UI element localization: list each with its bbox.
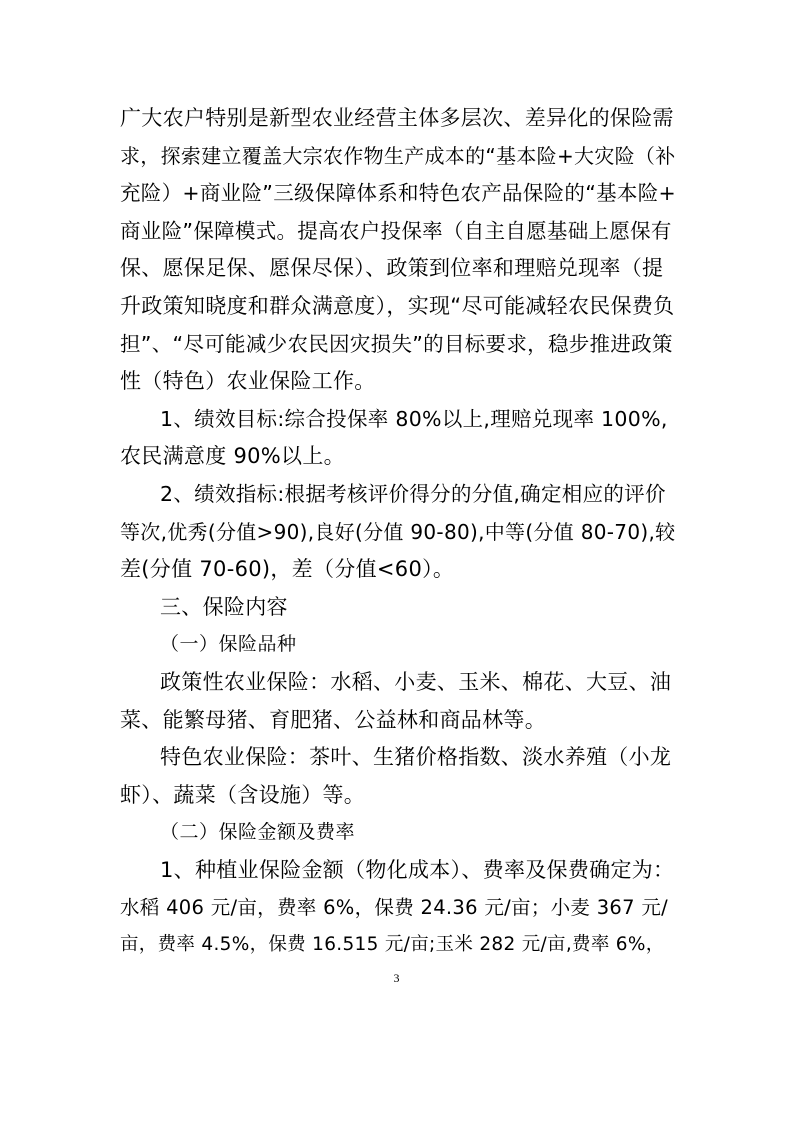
body-text-line: 农民满意度 90%以上。 bbox=[120, 444, 345, 469]
performance-goal-line: 1、绩效目标:综合投保率 80%以上,理赔兑现率 100%, bbox=[160, 406, 668, 431]
body-text-line: 商业险”保障模式。提高农户投保率（自主自愿基础上愿保有 bbox=[120, 218, 672, 243]
performance-indicator-line: 2、绩效指标:根据考核评价得分的分值,确定相应的评价 bbox=[160, 482, 666, 506]
subsection-heading: （二）保险金额及费率 bbox=[160, 821, 356, 844]
body-text-line: 虾）、蔬菜（含设施）等。 bbox=[120, 782, 366, 807]
body-text-line: 政策性农业保险：水稻、小麦、玉米、棉花、大豆、油 bbox=[160, 670, 672, 694]
body-text-line: 等次,优秀(分值>90),良好(分值 90-80),中等(分值 80-70),较 bbox=[120, 519, 676, 544]
body-text-line: 差(分值 70-60)，差（分值<60）。 bbox=[120, 557, 455, 582]
body-text-line: 担”、“尽可能减少农民因灾损失”的目标要求，稳步推进政策 bbox=[120, 331, 673, 356]
body-text-line: 1、种植业保险金额（物化成本）、费率及保费确定为： bbox=[160, 858, 675, 882]
body-text-line: 性（特色）农业保险工作。 bbox=[120, 369, 376, 394]
body-text-line: 充险）+商业险”三级保障体系和特色农产品保险的“基本险+ bbox=[120, 181, 676, 206]
body-text-line: 水稻 406 元/亩，费率 6%，保费 24.36 元/亩；小麦 367 元/ bbox=[120, 895, 668, 919]
subsection-heading: （一）保险品种 bbox=[160, 633, 297, 656]
body-text-line: 特色农业保险：茶叶、生猪价格指数、淡水养殖（小龙 bbox=[160, 745, 672, 770]
body-text-line: 升政策知晓度和群众满意度），实现“尽可能减轻农民保费负 bbox=[120, 294, 675, 318]
body-text-line: 菜、能繁母猪、育肥猪、公益林和商品林等。 bbox=[120, 707, 546, 732]
body-text-line: 亩，费率 4.5%，保费 16.515 元/亩;玉米 282 元/亩,费率 6%， bbox=[120, 934, 665, 956]
body-text-line: 保、愿保足保、愿保尽保）、政策到位率和理赔兑现率（提 bbox=[120, 256, 664, 281]
section-heading: 三、保险内容 bbox=[160, 594, 288, 619]
page-number: 3 bbox=[393, 971, 400, 986]
body-text-line: 广大农户特别是新型农业经营主体多层次、差异化的保险需 bbox=[120, 106, 674, 130]
body-text-line: 求，探索建立覆盖大宗农作物生产成本的“基本险+大灾险（补 bbox=[120, 143, 676, 168]
